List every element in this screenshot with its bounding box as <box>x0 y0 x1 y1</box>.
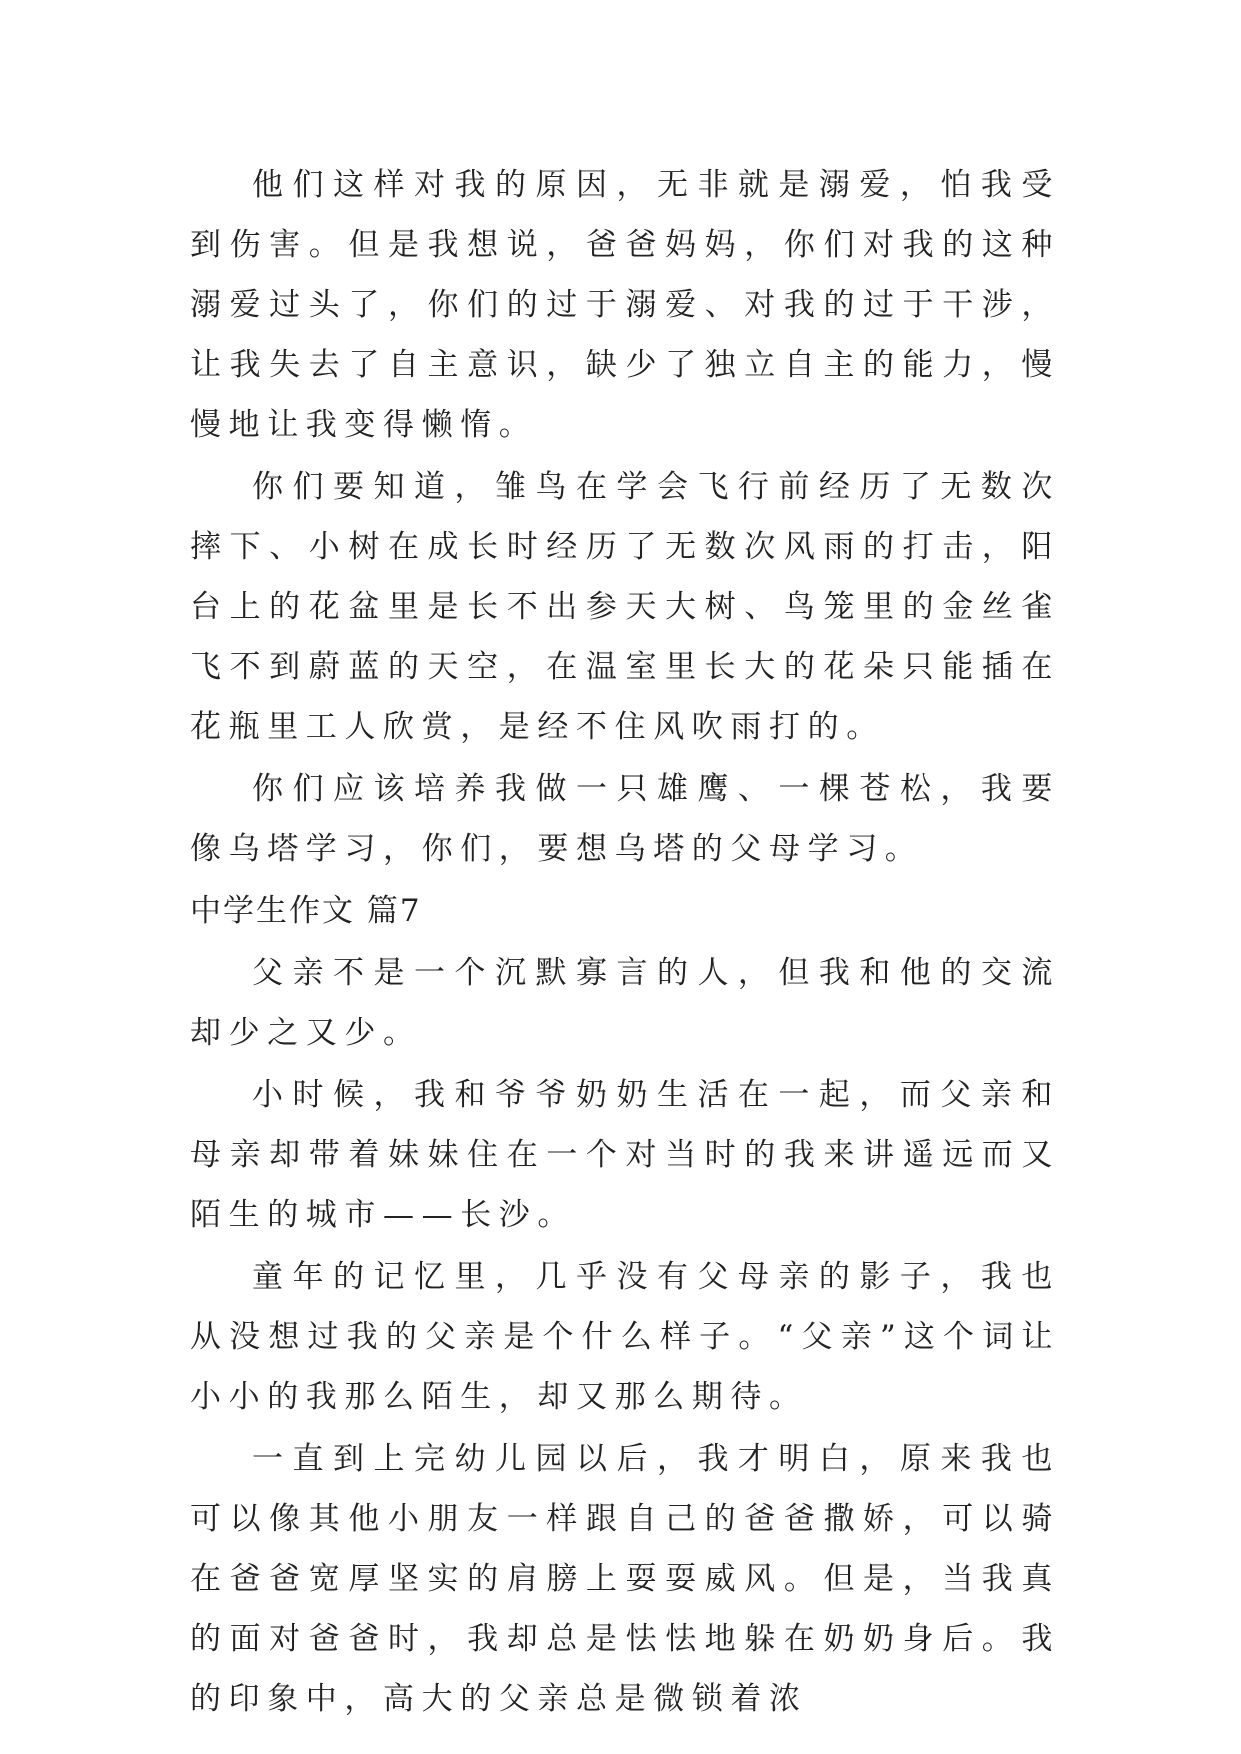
document-body <box>190 155 1060 1731</box>
paragraph: 父亲不是一个沉默寡言的人，但我和他的交流却少之又少。 <box>190 955 1060 1051</box>
paragraph: 他们这样对我的原因，无非就是溺爱，怕我受到伤害。但是我想说，爸爸妈妈，你们对我的这种溺爱过头了，你们的过于溺爱、对我的过于干涉，让我失去了自主意识，缺少了独立自主的能力，慢慢地让我变得懒惰。 <box>190 167 1060 443</box>
paragraph: 童年的记忆里，几乎没有父母亲的影子，我也从没想过我的父亲是个什么样子。“父亲”这个词让小小的我那么陌生，却又那么期待。 <box>190 1259 1060 1415</box>
section-heading: 中学生作文 篇7 <box>190 893 422 929</box>
paragraph: 小时候，我和爷爷奶奶生活在一起，而父亲和母亲却带着妹妹住在一个对当时的我来讲遥远而又陌生的城市——长沙。 <box>190 1077 1060 1233</box>
paragraph: 你们应该培养我做一只雄鹰、一棵苍松，我要像乌塔学习，你们，要想乌塔的父母学习。 <box>190 771 1060 867</box>
paragraph: 你们要知道，雏鸟在学会飞行前经历了无数次摔下、小树在成长时经历了无数次风雨的打击，阳台上的花盆里是长不出参天大树、鸟笼里的金丝雀飞不到蔚蓝的天空，在温室里长大的花朵只能插在花瓶里工人欣赏，是经不住风吹雨打的。 <box>190 469 1060 745</box>
paragraph: 一直到上完幼儿园以后，我才明白，原来我也可以像其他小朋友一样跟自己的爸爸撒娇，可以骑在爸爸宽厚坚实的肩膀上耍耍威风。但是，当我真的面对爸爸时，我却总是怯怯地躲在奶奶身后。我的印象中，高大的父亲总是微锁着浓 <box>190 1441 1060 1717</box>
